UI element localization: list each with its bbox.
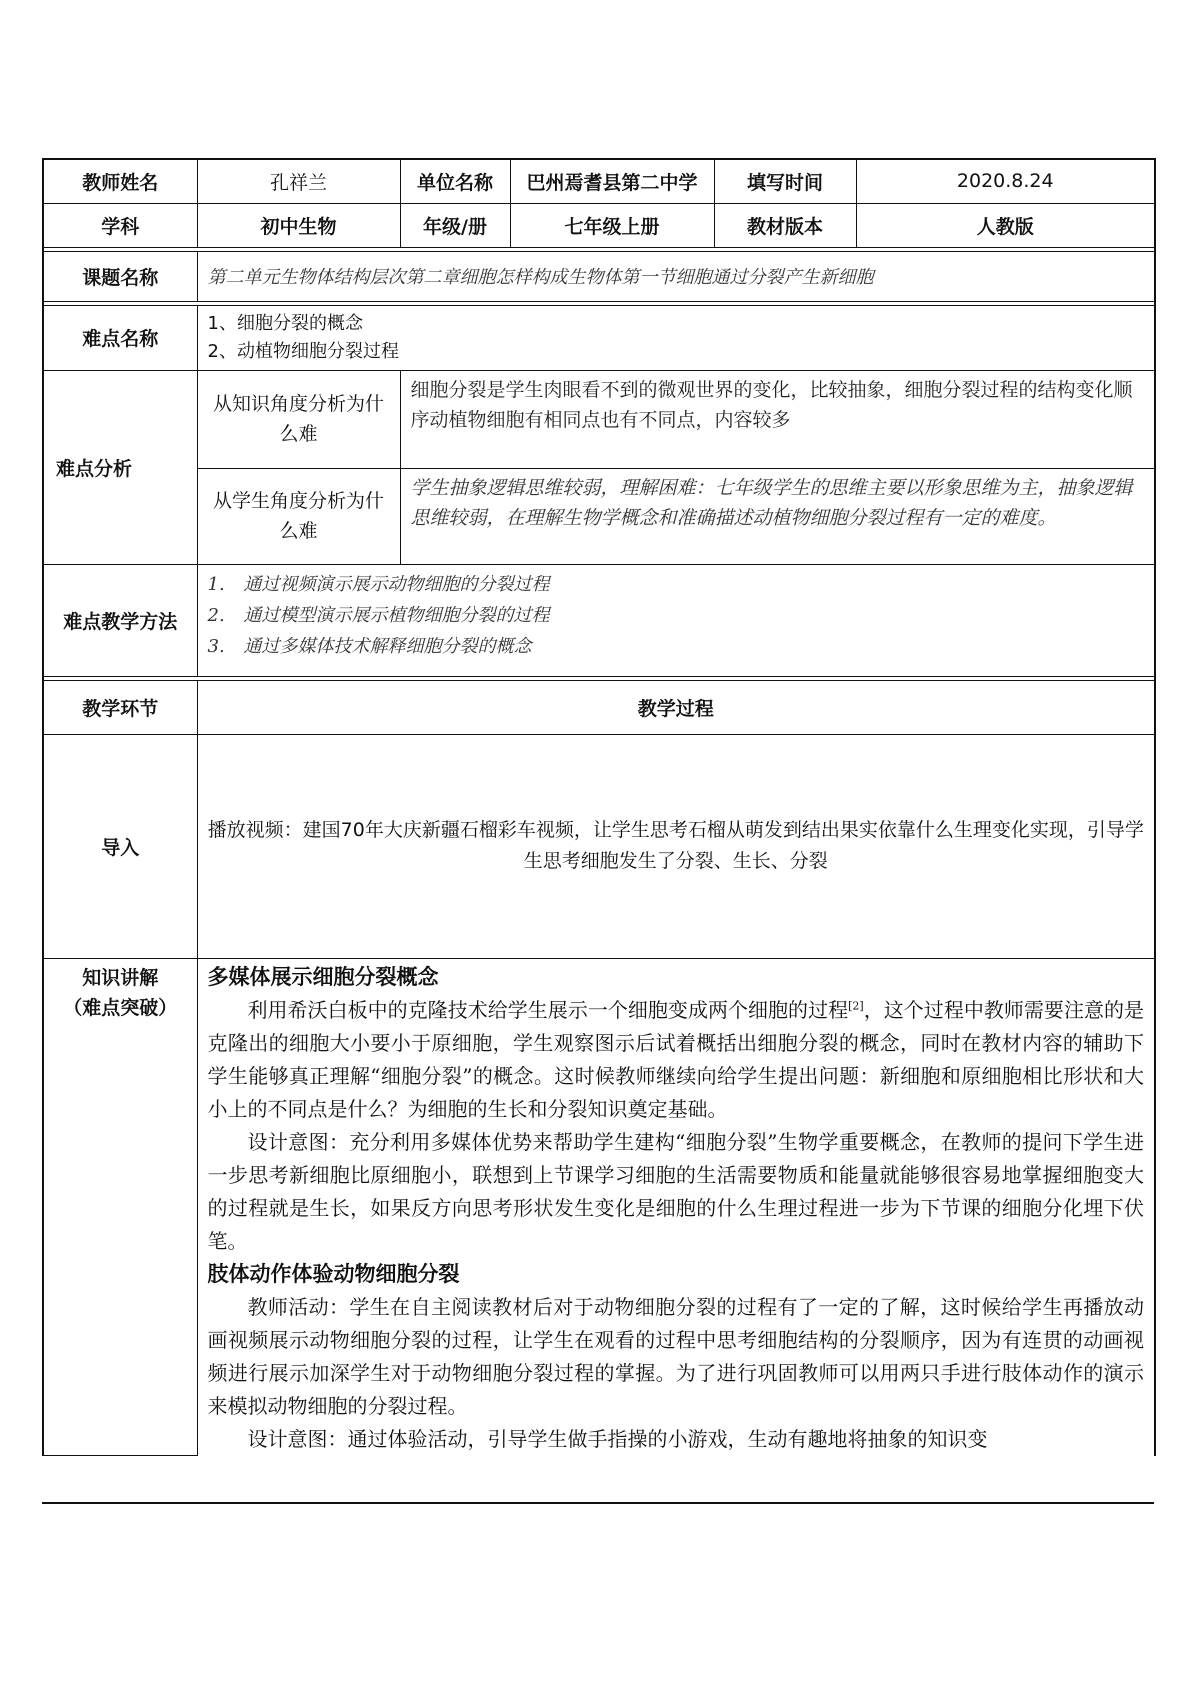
analysis-label: 难点分析	[43, 370, 197, 564]
difficulty-list	[197, 305, 1155, 370]
lesson-plan-table	[42, 158, 1156, 1456]
difficulty-item-1: 1、细胞分裂的概念	[207, 312, 363, 334]
unit-value: 巴州焉耆县第二中学	[510, 159, 714, 203]
difficulty-item-2: 2、动植物细胞分裂过程	[207, 340, 399, 362]
intro-label: 导入	[43, 734, 197, 958]
teacher-name-value: 孔祥兰	[197, 159, 400, 203]
difficulty-label: 难点名称	[43, 305, 197, 370]
section1-paragraph-2: 设计意图：充分利用多媒体优势来帮助学生建构“细胞分裂”生物学重要概念，在教师的提问下学生进一步思考新细胞比原细胞小，联想到上节课学习细胞的生活需要物质和能量就能够很容易地掌握细胞变大的过程就是生长，如果反方向思考形状发生变化是细胞的什么生理过程进一步为下节课的细胞分化埋下伏笔。	[207, 1129, 1144, 1253]
date-value: 2020.8.24	[856, 159, 1155, 203]
analysis-student-text: 学生抽象逻辑思维较弱，理解困难：七年级学生的思维主要以形象思维为主，抽象逻辑思维较弱，在理解生物学概念和准确描述动植物细胞分裂过程有一定的难度。	[400, 468, 1155, 564]
grade-value: 七年级上册	[510, 203, 714, 247]
reference-marker: [2]	[848, 998, 864, 1012]
analysis-student-label: 从学生角度分析为什么难	[197, 468, 400, 564]
analysis-knowledge-label: 从知识角度分析为什么难	[197, 370, 400, 468]
analysis-knowledge-row	[43, 370, 1155, 468]
stage-label: 教学环节	[43, 680, 197, 734]
analysis-knowledge-text: 细胞分裂是学生肉眼看不到的微观世界的变化，比较抽象，细胞分裂过程的结构变化顺序动植物细胞有相同点也有不同点，内容较多	[400, 370, 1155, 468]
knowledge-content	[197, 958, 1155, 1456]
knowledge-label-line1: 知识讲解	[82, 966, 159, 989]
methods-row	[43, 564, 1155, 676]
unit-label: 单位名称	[400, 159, 510, 203]
intro-row	[43, 734, 1155, 958]
methods-label: 难点教学方法	[43, 564, 197, 676]
process-header-row	[43, 680, 1155, 734]
edition-value: 人教版	[856, 203, 1155, 247]
bottom-border	[42, 1502, 1154, 1504]
grade-label: 年级/册	[400, 203, 510, 247]
section2-paragraph-1: 教师活动：学生在自主阅读教材后对于动物细胞分裂的过程有了一定的了解，这时候给学生再播放动画视频展示动物细胞分裂的过程，让学生在观看的过程中思考细胞结构的分裂顺序，因为有连贯的动画视频进行展示加深学生对于动物细胞分裂过程的掌握。为了进行巩固教师可以用两只手进行肢体动作的演示来模拟动物细胞的分裂过程。	[207, 1294, 1144, 1418]
subject-value: 初中生物	[197, 203, 400, 247]
methods-list	[197, 564, 1155, 676]
teacher-name-label: 教师姓名	[43, 159, 197, 203]
date-label: 填写时间	[714, 159, 856, 203]
header-row-1	[43, 159, 1155, 203]
topic-row	[43, 251, 1155, 301]
subject-label: 学科	[43, 203, 197, 247]
analysis-student-row	[43, 468, 1155, 564]
method-item-2: 2. 通过模型演示展示植物细胞分裂的过程	[207, 604, 550, 626]
process-label: 教学过程	[197, 680, 1155, 734]
section1-paragraph-1: 利用希沃白板中的克隆技术给学生展示一个细胞变成两个细胞的过程[2]，这个过程中教师需要注意的是克隆出的细胞大小要小于原细胞，学生观察图示后试着概括出细胞分裂的概念，同时在教材内容的辅助下学生能够真正理解“细胞分裂”的概念。这时候教师继续向给学生提出问题：新细胞和原细胞相比形状和大小上的不同点是什么？为细胞的生长和分裂知识奠定基础。	[207, 997, 1145, 1121]
knowledge-label	[43, 958, 197, 1456]
knowledge-row	[43, 958, 1155, 1456]
section2-title: 肢体动作体验动物细胞分裂	[207, 1261, 460, 1286]
topic-label: 课题名称	[43, 251, 197, 301]
method-item-3: 3. 通过多媒体技术解释细胞分裂的概念	[207, 635, 532, 657]
method-item-1: 1. 通过视频演示展示动物细胞的分裂过程	[207, 573, 550, 595]
section1-title: 多媒体展示细胞分裂概念	[207, 964, 439, 989]
lesson-plan-page	[42, 158, 1154, 1456]
difficulty-row	[43, 305, 1155, 370]
topic-value: 第二单元生物体结构层次第二章细胞怎样构成生物体第一节细胞通过分裂产生新细胞	[197, 251, 1155, 301]
edition-label: 教材版本	[714, 203, 856, 247]
header-row-2	[43, 203, 1155, 247]
intro-text: 播放视频：建国70年大庆新疆石榴彩车视频，让学生思考石榴从萌发到结出果实依靠什么生理变化实现，引导学生思考细胞发生了分裂、生长、分裂	[197, 734, 1155, 958]
section2-paragraph-2: 设计意图：通过体验活动，引导学生做手指操的小游戏，生动有趣地将抽象的知识变	[247, 1426, 988, 1451]
knowledge-label-line2: （难点突破）	[63, 996, 178, 1019]
